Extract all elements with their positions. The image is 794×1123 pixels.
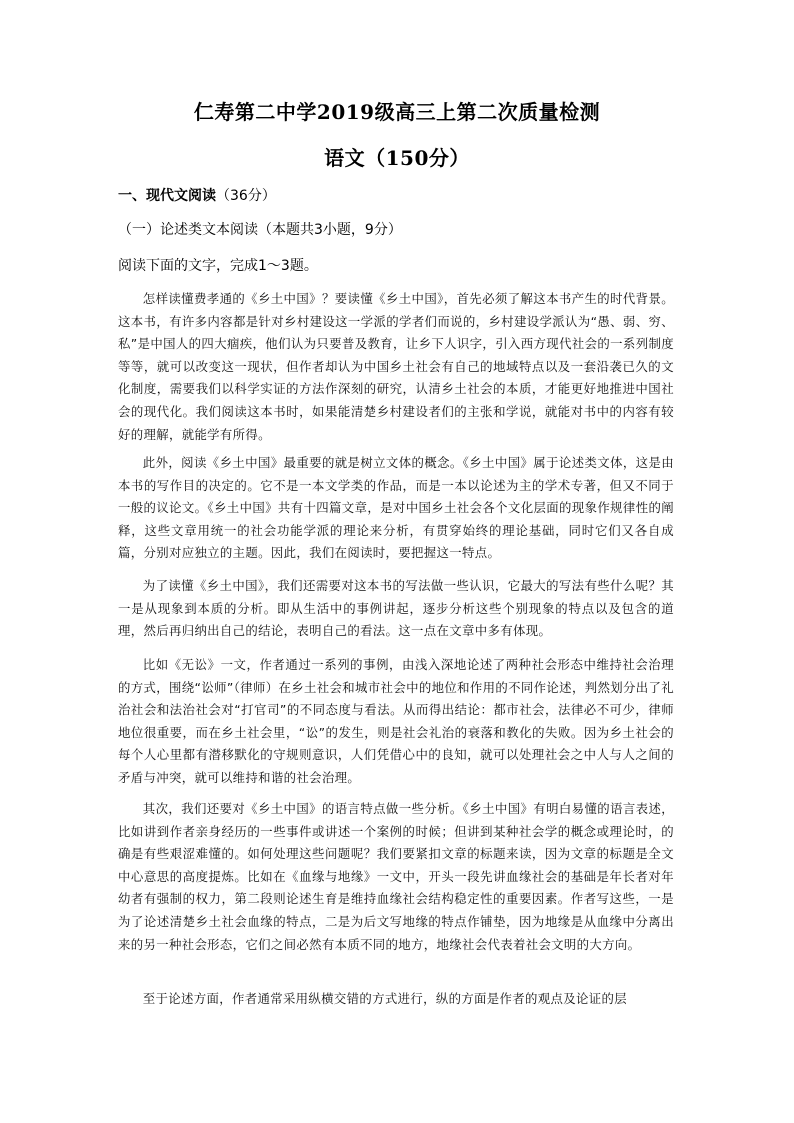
paragraph-6: 至于论述方面，作者通常采用纵横交错的方式进行，纵的方面是作者的观点及论证的层: [142, 991, 627, 1006]
exam-title: 仁寿第二中学2019级高三上第二次质量检测: [193, 100, 601, 124]
subsection-heading: （一）论述类文本阅读（本题共3小题，9分）: [118, 222, 402, 238]
section-label: 一、现代文阅读: [118, 188, 216, 204]
reading-instruction: 阅读下面的文字，完成1～3题。: [118, 258, 318, 274]
paragraph-1: 怎样读懂费孝通的《乡土中国》？要读懂《乡土中国》，首先必须了解这本书产生的时代背景。这本书，有许多内容都是针对乡村建设这一学派的学者们而说的，乡村建设学派认为“愚、弱、穷、私”是中国人的四大痼疾，他们认为只要普及教育，让乡下人识字，引入西方现代社会的一系列制度等等，就可以改变这一现状，但作者却认为中国乡土社会有自己的地域特点以及一套沿袭已久的文化制度，需要我们以科学实证的方法作深刻的研究，认清乡土社会的本质，才能更好地推进中国社会的现代化。我们阅读这本书时，如果能清楚乡村建设者们的主张和学说，就能对书中的内容有较好的理解，就能学有所得。: [118, 291, 674, 442]
paragraph-5: 其次，我们还要对《乡土中国》的语言特点做一些分析。《乡土中国》有明白易懂的语言表述，比如讲到作者亲身经历的一些事件或讲述一个案例的时候；但讲到某种社会学的概念或理论时，的确是有些艰涩难懂的。如何处理这些问题呢？我们要紧扣文章的标题来读，因为文章的标题是全文中心意思的高度提炼。比如在《血缘与地缘》一文中，开头一段先讲血缘社会的基础是年长者对年幼者有强制的权力，第二段则论述生育是维持血缘社会结构稳定性的重要因素。作者写这些，一是为了论述清楚乡土社会血缘的特点，二是为后文写地缘的特点作铺垫，因为地缘是从血缘中分离出来的另一种社会形态，它们之间必然有本质不同的地方，地缘社会代表着社会文明的大方向。: [118, 801, 674, 952]
exam-subtitle: 语文（150分）: [324, 146, 470, 170]
section-heading: [118, 186, 276, 206]
paragraph-2: 此外，阅读《乡土中国》最重要的就是树立文体的概念。《乡土中国》属于论述类文体，这是由本书的写作目的决定的。它不是一本文学类的作品，而是一本以论述为主的学术专著，但又不同于一般的议论文。《乡土中国》共有十四篇文章，是对中国乡土社会各个文化层面的现象作规律性的阐释，这些文章用统一的社会功能学派的理论来分析，有贯穿始终的理论基础，同时它们又各自成篇，分别对应独立的主题。因此，我们在阅读时，要把握这一特点。: [118, 455, 674, 561]
paragraph-4: 比如《无讼》一文，作者通过一系列的事例，由浅入深地论述了两种社会形态中维持社会治理的方式，围绕“讼师”（律师）在乡土社会和城市社会中的地位和作用的不同作论述，判然划分出了礼治社会和法治社会对“打官司”的不同态度与看法。从而得出结论：都市社会，法律必不可少，律师地位很重要，而在乡土社会里，“讼”的发生，则是社会礼治的衰落和教化的失败。因为乡土社会的每个人心里都有潜移默化的守规则意识，人们凭借心中的良知，就可以处理社会之中人与人之间的矛盾与冲突，就可以维持和谐的社会治理。: [118, 657, 674, 785]
paragraph-3: 为了读懂《乡土中国》，我们还需要对这本书的写法做一些认识，它最大的写法有些什么呢？其一是从现象到本质的分析。即从生活中的事例讲起，逐步分析这些个别现象的特点以及包含的道理，然后再归纳出自己的结论，表明自己的看法。这一点在文章中多有体现。: [118, 578, 674, 639]
section-score: （36分）: [216, 188, 276, 204]
